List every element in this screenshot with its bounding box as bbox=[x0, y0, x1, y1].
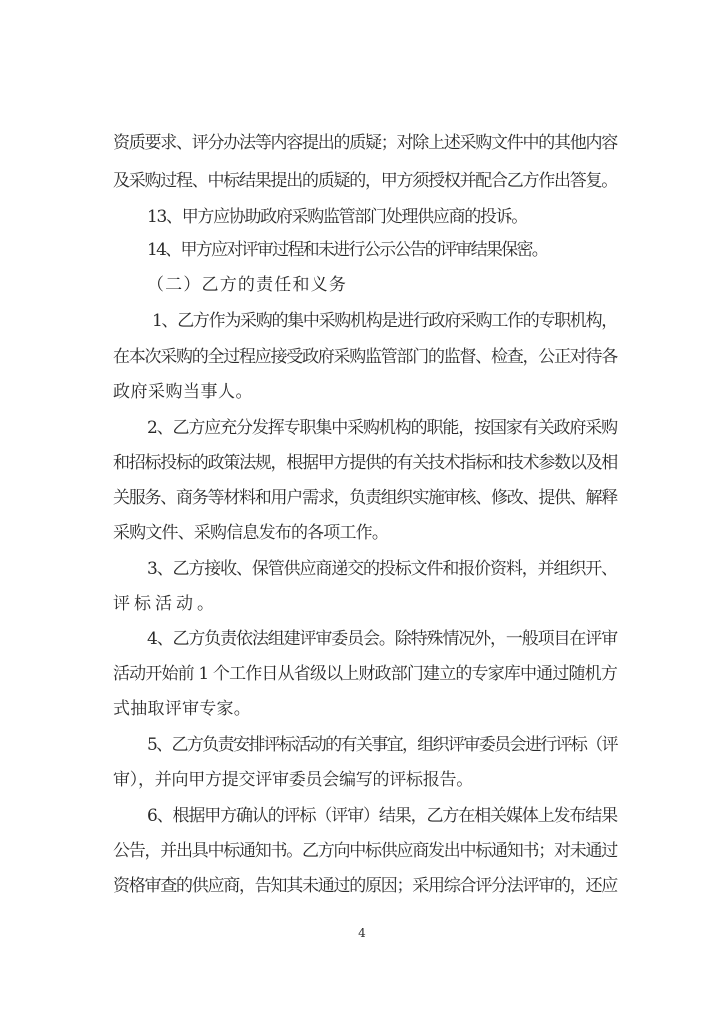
text-line: 1、乙方作为采购的集中采购机构是进行政府采购工作的专职机构， bbox=[152, 311, 617, 331]
text-line: 5、乙方负责安排评标活动的有关事宜，组织评审委员会进行评标（评 bbox=[147, 735, 617, 755]
text-line: 6、根据甲方确认的评标（评审）结果，乙方在相关媒体上发布结果 bbox=[147, 806, 617, 826]
text-line: 评标活动。 bbox=[113, 594, 218, 614]
text-line: 3、乙方接收、保管供应商递交的投标文件和报价资料，并组织开、 bbox=[147, 559, 617, 579]
text-line: 资格审查的供应商，告知其未通过的原因；采用综合评分法评审的，还应 bbox=[113, 876, 617, 896]
text-line: 13、甲方应协助政府采购监管部门处理供应商的投诉。 bbox=[147, 207, 527, 227]
text-line: 14、甲方应对评审过程和未进行公示公告的评审结果保密。 bbox=[147, 240, 547, 260]
text-line: 在本次采购的全过程应接受政府采购监管部门的监督、检查，公正对待各 bbox=[113, 347, 617, 367]
text-line: 公告，并出具中标通知书。乙方向中标供应商发出中标通知书；对未通过 bbox=[113, 841, 617, 861]
text-line: 式抽取评审专家。 bbox=[113, 699, 251, 719]
section-heading: （二）乙方的责任和义务 bbox=[147, 275, 347, 295]
text-line: 关服务、商务等材料和用户需求，负责组织实施审核、修改、提供、解释 bbox=[113, 488, 617, 508]
text-line: 和招标投标的政策法规，根据甲方提供的有关技术指标和技术参数以及相 bbox=[113, 453, 617, 473]
text-line: 2、乙方应充分发挥专职集中采购机构的职能，按国家有关政府采购 bbox=[147, 418, 617, 438]
text-line: 采购文件、采购信息发布的各项工作。 bbox=[113, 523, 388, 543]
text-line: 政府采购当事人。 bbox=[113, 382, 253, 402]
text-line: 审），并向甲方提交评审委员会编写的评标报告。 bbox=[113, 770, 473, 790]
text-line: 资质要求、评分办法等内容提出的质疑；对除上述采购文件中的其他内容 bbox=[113, 133, 617, 153]
text-line: 活动开始前 1 个工作日从省级以上财政部门建立的专家库中通过随机方 bbox=[113, 664, 617, 684]
page-number: 4 bbox=[358, 926, 366, 940]
text-line: 4、乙方负责依法组建评审委员会。除特殊情况外，一般项目在评审 bbox=[147, 629, 617, 649]
text-line: 及采购过程、中标结果提出的质疑的，甲方须授权并配合乙方作出答复。 bbox=[113, 171, 617, 191]
